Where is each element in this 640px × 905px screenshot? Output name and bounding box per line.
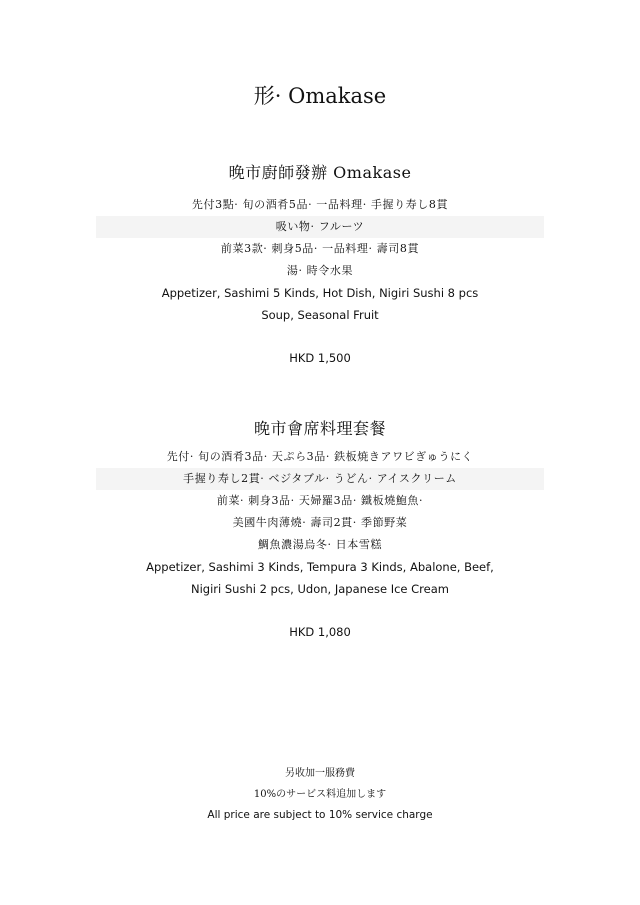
price: HKD 1,080 xyxy=(289,625,351,639)
omakase-section xyxy=(0,162,640,368)
menu-line: 前菜3款· 刺身5品· 一品料理· 壽司8貫 xyxy=(220,242,420,255)
menu-line-english: Appetizer, Sashimi 5 Kinds, Hot Dish, Nigiri Sushi 8 pcs xyxy=(161,286,479,300)
menu-line: 先付3點· 旬の酒肴5品· 一品料理· 手握り寿し8貫 xyxy=(191,198,449,211)
kaiseki-section xyxy=(0,418,640,642)
menu-title: 形· Omakase xyxy=(253,84,387,108)
price: HKD 1,500 xyxy=(289,351,351,365)
menu-line: 湯· 時令水果 xyxy=(286,264,354,277)
menu-line-english: Nigiri Sushi 2 pcs, Udon, Japanese Ice Cream xyxy=(191,582,449,596)
menu-line-english: Appetizer, Sashimi 3 Kinds, Tempura 3 Kinds, Abalone, Beef, xyxy=(146,560,494,574)
menu-line: 美國牛肉薄燒· 壽司2貫· 季節野菜 xyxy=(232,516,408,529)
service-charge-chinese: 另收加一服務費 xyxy=(285,768,355,779)
section-title: 晚市廚師發辦 Omakase xyxy=(228,163,412,182)
menu-line: 前菜· 刺身3品· 天婦羅3品· 鐵板燒鮑魚· xyxy=(216,494,424,507)
menu-line: 吸い物· フルーツ xyxy=(96,216,544,238)
service-charge-japanese: 10%のサービス料追加します xyxy=(253,789,387,800)
menu-line: 先付· 旬の酒肴3品· 天ぷら3品· 鉄板焼きアワビぎゅうにく xyxy=(166,450,474,463)
section-title: 晚市會席料理套餐 xyxy=(253,419,386,438)
service-charge-english: All price are subject to 10% service charge xyxy=(207,809,433,821)
service-charge-note xyxy=(0,763,640,826)
menu-line-english: Soup, Seasonal Fruit xyxy=(261,308,379,322)
menu-line: 鯛魚濃湯烏冬· 日本雪糕 xyxy=(257,538,383,551)
menu-line: 手握り寿し2貫· ベジタブル· うどん· アイスクリーム xyxy=(96,468,544,490)
